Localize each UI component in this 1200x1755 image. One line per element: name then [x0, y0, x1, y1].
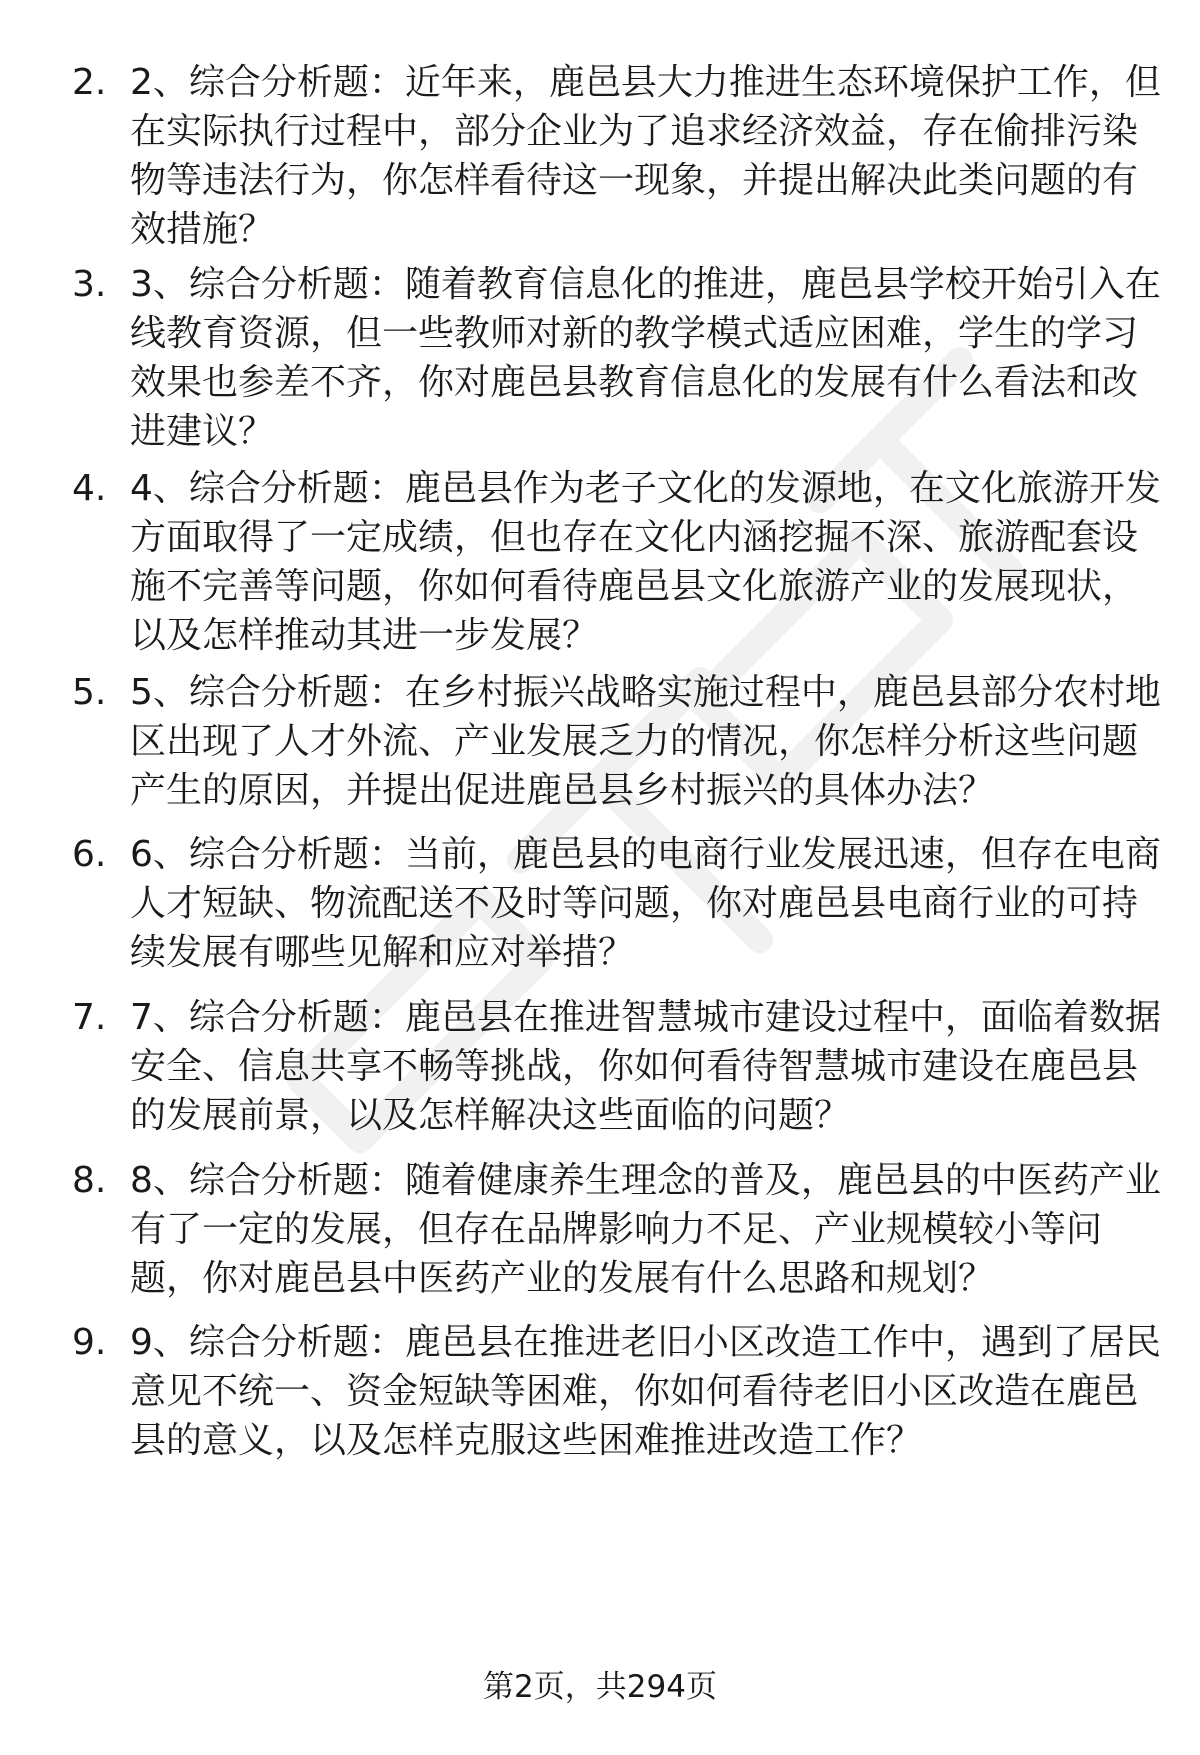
question-number: 9. — [72, 1322, 107, 1363]
page-number: 第2页，共294页 — [483, 1669, 717, 1705]
question-number: 6. — [72, 834, 107, 875]
question-item — [72, 58, 1162, 254]
question-item — [72, 260, 1162, 456]
question-text: 9、综合分析题：鹿邑县在推进老旧小区改造工作中，遇到了居民意见不统一、资金短缺等困难，你如何看待老旧小区改造在鹿邑县的意义，以及怎样克服这些困难推进改造工作？ — [130, 1322, 1161, 1461]
question-item — [72, 993, 1162, 1140]
question-number: 2. — [72, 62, 107, 103]
question-number: 5. — [72, 672, 107, 713]
question-item — [72, 668, 1162, 815]
question-item — [72, 830, 1162, 977]
question-item — [72, 1318, 1162, 1465]
question-number: 8. — [72, 1160, 107, 1201]
question-text: 6、综合分析题：当前，鹿邑县的电商行业发展迅速，但存在电商人才短缺、物流配送不及时等问题，你对鹿邑县电商行业的可持续发展有哪些见解和应对举措？ — [130, 834, 1161, 973]
question-text: 3、综合分析题：随着教育信息化的推进，鹿邑县学校开始引入在线教育资源，但一些教师对新的教学模式适应困难，学生的学习效果也参差不齐，你对鹿邑县教育信息化的发展有什么看法和改进建议？ — [130, 264, 1161, 452]
question-item — [72, 464, 1162, 660]
question-number: 4. — [72, 468, 107, 509]
question-text: 2、综合分析题：近年来，鹿邑县大力推进生态环境保护工作，但在实际执行过程中，部分企业为了追求经济效益，存在偷排污染物等违法行为，你怎样看待这一现象，并提出解决此类问题的有效措施？ — [130, 62, 1161, 250]
question-text: 5、综合分析题：在乡村振兴战略实施过程中，鹿邑县部分农村地区出现了人才外流、产业发展乏力的情况，你怎样分析这些问题产生的原因，并提出促进鹿邑县乡村振兴的具体办法？ — [130, 672, 1161, 811]
question-number: 3. — [72, 264, 107, 305]
question-number: 7. — [72, 997, 107, 1038]
question-text: 7、综合分析题：鹿邑县在推进智慧城市建设过程中，面临着数据安全、信息共享不畅等挑战，你如何看待智慧城市建设在鹿邑县的发展前景，以及怎样解决这些面临的问题？ — [130, 997, 1161, 1136]
question-item — [72, 1156, 1162, 1303]
question-text: 8、综合分析题：随着健康养生理念的普及，鹿邑县的中医药产业有了一定的发展，但存在品牌影响力不足、产业规模较小等问题，你对鹿邑县中医药产业的发展有什么思路和规划？ — [130, 1160, 1161, 1299]
question-text: 4、综合分析题：鹿邑县作为老子文化的发源地，在文化旅游开发方面取得了一定成绩，但也存在文化内涵挖掘不深、旅游配套设施不完善等问题，你如何看待鹿邑县文化旅游产业的发展现状，以及怎样推动其进一步发展？ — [130, 468, 1161, 656]
